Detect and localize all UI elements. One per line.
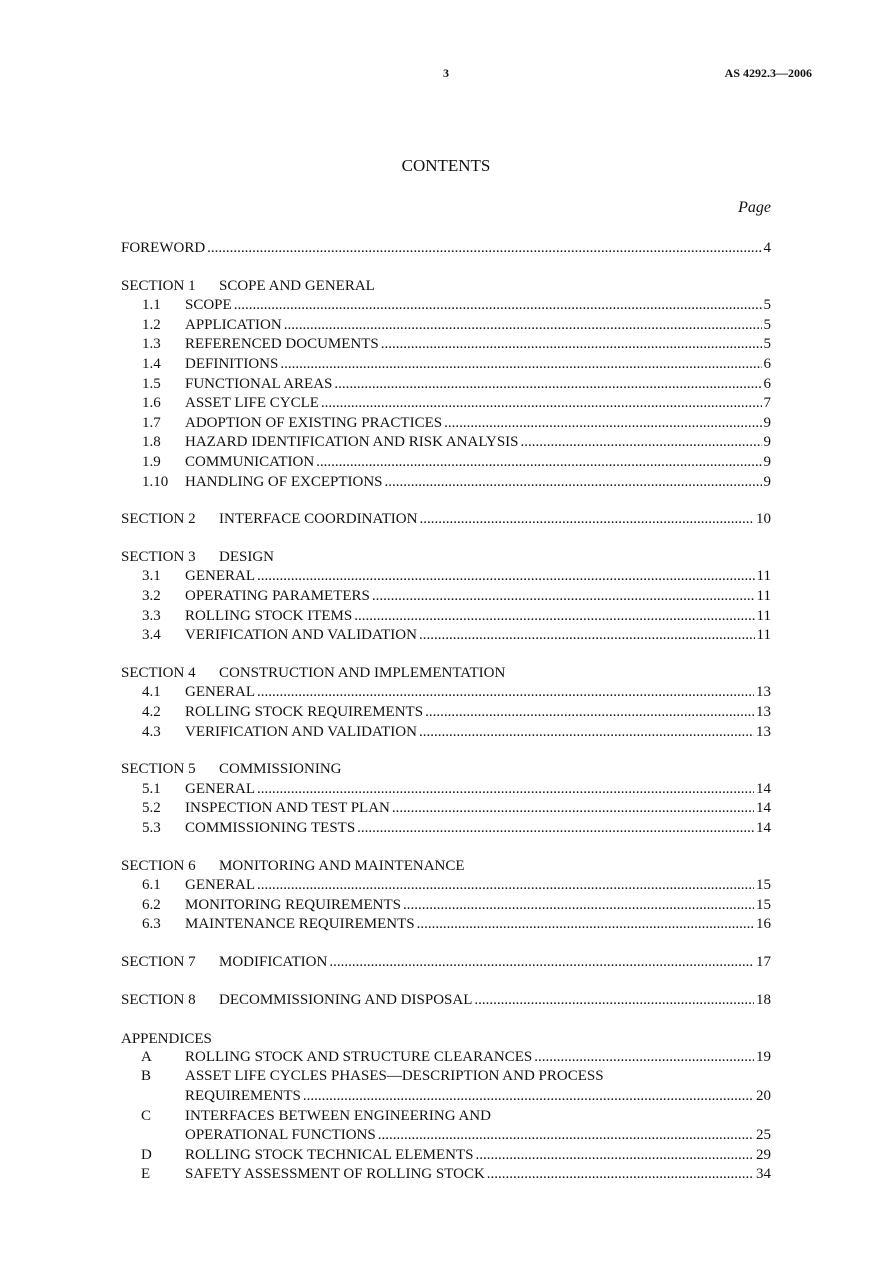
entry-number: 6.2 <box>142 896 161 913</box>
dot-leader <box>257 779 754 799</box>
toc-entry <box>121 393 771 413</box>
dot-leader <box>303 1086 754 1106</box>
section-number: SECTION 2 <box>121 511 196 528</box>
entry-label: VERIFICATION AND VALIDATION <box>185 627 417 644</box>
section-title: CONSTRUCTION AND IMPLEMENTATION <box>219 664 506 681</box>
toc-appendix <box>121 1125 771 1145</box>
entry-label: GENERAL <box>185 780 255 797</box>
toc-entry <box>121 452 771 472</box>
entry-label: ROLLING STOCK REQUIREMENTS <box>185 704 424 720</box>
entry-page: 11 <box>756 607 771 624</box>
page-column-label: Page <box>738 199 771 216</box>
appendices-heading: APPENDICES <box>121 1031 212 1048</box>
dot-leader <box>417 914 754 934</box>
toc-entry <box>121 722 771 742</box>
entry-number: 1.9 <box>142 454 161 470</box>
entry-number: 3.2 <box>142 588 161 604</box>
dot-leader <box>381 334 762 354</box>
entry-label: ROLLING STOCK ITEMS <box>185 607 353 624</box>
dot-leader <box>385 472 762 492</box>
toc-entry <box>121 472 771 492</box>
entry-label: OPERATIONAL FUNCTIONS <box>185 1127 376 1144</box>
page-title: CONTENTS <box>401 156 491 175</box>
entry-label: REQUIREMENTS <box>185 1088 301 1104</box>
entry-number: 5.1 <box>142 780 161 797</box>
entry-page: 9 <box>763 473 771 490</box>
entry-page: 10 <box>756 511 771 528</box>
entry-page: 11 <box>756 588 771 604</box>
toc-appendix <box>121 1106 771 1126</box>
toc-appendix <box>121 1145 771 1165</box>
dot-leader <box>354 606 754 626</box>
toc-entry <box>121 875 771 895</box>
entry-page: 9 <box>763 434 771 451</box>
entry-page: 29 <box>756 1146 771 1163</box>
toc-section <box>121 990 771 1010</box>
entry-label: ASSET LIFE CYCLE <box>185 395 319 412</box>
toc-section <box>121 759 771 779</box>
section-number: SECTION 5 <box>121 761 196 778</box>
entry-label: SAFETY ASSESSMENT OF ROLLING STOCK <box>185 1166 485 1183</box>
entry-page: 14 <box>756 820 771 836</box>
section-number: SECTION 4 <box>121 664 196 681</box>
toc-entry <box>121 295 771 315</box>
dot-leader <box>284 315 762 335</box>
entry-label: GENERAL <box>185 877 255 894</box>
entry-label: FOREWORD <box>121 240 206 256</box>
entry-number: 1.8 <box>142 434 161 451</box>
entry-page: 11 <box>756 568 771 585</box>
section-title: MONITORING AND MAINTENANCE <box>219 857 465 874</box>
entry-label: ROLLING STOCK TECHNICAL ELEMENTS <box>185 1146 474 1163</box>
entry-label: INTERFACES BETWEEN ENGINEERING AND <box>185 1107 491 1124</box>
entry-number: 1.3 <box>142 336 161 353</box>
page-number: 3 <box>443 66 449 80</box>
dot-leader <box>280 354 761 374</box>
entry-page: 15 <box>756 877 771 894</box>
entry-page: 5 <box>763 316 771 333</box>
entry-label: SCOPE <box>185 297 232 314</box>
toc-entry <box>121 625 771 645</box>
dot-leader <box>257 566 755 586</box>
dot-leader <box>357 818 754 838</box>
entry-page: 7 <box>763 395 771 412</box>
entry-page: 11 <box>756 627 771 644</box>
dot-leader <box>419 509 754 529</box>
entry-page: 20 <box>756 1088 771 1104</box>
dot-leader <box>316 452 761 472</box>
entry-number: 6.3 <box>142 916 161 933</box>
toc-entry <box>121 354 771 374</box>
entry-label: INSPECTION AND TEST PLAN <box>185 800 390 817</box>
entry-label: OPERATING PARAMETERS <box>185 588 370 604</box>
entry-page: 14 <box>756 780 771 797</box>
entry-label: APPLICATION <box>185 316 282 333</box>
entry-number: 1.2 <box>142 316 161 333</box>
toc-section <box>121 663 771 683</box>
dot-leader <box>425 702 754 722</box>
dot-leader <box>475 1145 754 1165</box>
toc-appendix <box>121 1047 771 1067</box>
section-number: SECTION 7 <box>121 954 196 970</box>
dot-leader <box>234 295 762 315</box>
entry-number: 1.10 <box>142 473 169 490</box>
entry-number: 1.5 <box>142 375 161 392</box>
dot-leader <box>419 722 754 742</box>
entry-number: D <box>141 1146 152 1163</box>
entry-number: E <box>141 1166 151 1183</box>
entry-label: GENERAL <box>185 568 255 585</box>
entry-label: MAINTENANCE REQUIREMENTS <box>185 916 415 933</box>
entry-page: 9 <box>763 414 771 431</box>
dot-leader <box>207 238 761 258</box>
entry-page: 15 <box>756 896 771 913</box>
entry-number: 6.1 <box>142 877 161 894</box>
entry-number: C <box>141 1107 152 1124</box>
entry-number: 1.7 <box>142 414 161 431</box>
entry-page: 6 <box>763 375 771 392</box>
section-title: DECOMMISSIONING AND DISPOSAL <box>219 991 473 1008</box>
entry-number: B <box>141 1068 152 1085</box>
entry-page: 25 <box>756 1127 771 1144</box>
toc-entry <box>121 818 771 838</box>
entry-page: 16 <box>756 916 771 933</box>
dot-leader <box>487 1164 754 1184</box>
toc-entry <box>121 606 771 626</box>
entry-page: 13 <box>756 704 771 720</box>
entry-label: HAZARD IDENTIFICATION AND RISK ANALYSIS <box>185 434 519 451</box>
toc-section <box>121 276 771 296</box>
entry-label: ADOPTION OF EXISTING PRACTICES <box>185 414 443 431</box>
section-title: SCOPE AND GENERAL <box>219 277 375 294</box>
entry-number: 3.1 <box>142 568 161 585</box>
toc-entry <box>121 566 771 586</box>
dot-leader <box>257 875 754 895</box>
toc-entry <box>121 315 771 335</box>
entry-label: COMMUNICATION <box>185 454 315 470</box>
dot-leader <box>378 1125 754 1145</box>
standard-identifier: AS 4292.3—2006 <box>724 66 812 80</box>
entry-page: 19 <box>756 1048 771 1065</box>
entry-label: HANDLING OF EXCEPTIONS <box>185 473 383 490</box>
dot-leader <box>444 413 761 433</box>
entry-label: DEFINITIONS <box>185 356 279 372</box>
dot-leader <box>534 1047 754 1067</box>
entry-page: 17 <box>756 954 771 970</box>
entry-page: 5 <box>763 297 771 314</box>
entry-page: 34 <box>756 1166 771 1183</box>
section-title: COMMISSIONING <box>219 761 342 778</box>
toc-section <box>121 952 771 972</box>
entry-label: VERIFICATION AND VALIDATION <box>185 723 417 740</box>
toc-section <box>121 547 771 567</box>
section-number: SECTION 1 <box>121 277 196 294</box>
toc-entry <box>121 374 771 394</box>
toc-appendix <box>121 1164 771 1184</box>
entry-number: 1.6 <box>142 395 161 412</box>
entry-label: ASSET LIFE CYCLES PHASES—DESCRIPTION AND PROCESS <box>185 1068 604 1085</box>
entry-page: 9 <box>763 454 771 470</box>
entry-label: REFERENCED DOCUMENTS <box>185 336 379 353</box>
section-number: SECTION 3 <box>121 548 196 565</box>
toc-entry <box>121 334 771 354</box>
entry-label: COMMISSIONING TESTS <box>185 820 356 836</box>
entry-number: 4.2 <box>142 704 161 720</box>
toc-entry <box>121 895 771 915</box>
entry-number: 1.1 <box>142 297 161 314</box>
toc-entry <box>121 413 771 433</box>
toc-appendix <box>121 1086 771 1106</box>
entry-label: FUNCTIONAL AREAS <box>185 375 333 392</box>
entry-label: ROLLING STOCK AND STRUCTURE CLEARANCES <box>185 1048 533 1065</box>
entry-number: 4.3 <box>142 723 161 740</box>
toc-appendix <box>121 1066 771 1086</box>
section-title: DESIGN <box>219 548 274 565</box>
entry-page: 14 <box>756 800 771 817</box>
entry-label: GENERAL <box>185 684 255 701</box>
entry-page: 13 <box>756 684 771 701</box>
entry-page: 6 <box>763 356 771 372</box>
entry-number: 3.4 <box>142 627 161 644</box>
toc-entry <box>121 779 771 799</box>
toc-entry <box>121 798 771 818</box>
dot-leader <box>403 895 754 915</box>
dot-leader <box>372 586 755 606</box>
entry-number: A <box>141 1048 152 1065</box>
entry-page: 4 <box>763 240 771 256</box>
entry-number: 4.1 <box>142 684 161 701</box>
section-title: MODIFICATION <box>219 954 328 970</box>
toc-foreword <box>121 238 771 258</box>
dot-leader <box>419 625 755 645</box>
entry-number: 5.2 <box>142 800 161 817</box>
dot-leader <box>521 432 762 452</box>
dot-leader <box>257 682 754 702</box>
entry-number: 1.4 <box>142 356 161 372</box>
toc-entry <box>121 702 771 722</box>
entry-number: 5.3 <box>142 820 161 836</box>
toc-entry <box>121 432 771 452</box>
entry-page: 13 <box>756 723 771 740</box>
section-title: INTERFACE COORDINATION <box>219 511 418 528</box>
toc-section <box>121 856 771 876</box>
entry-number: 3.3 <box>142 607 161 624</box>
dot-leader <box>334 374 761 394</box>
dot-leader <box>474 990 754 1010</box>
toc-entry <box>121 682 771 702</box>
toc-section <box>121 509 771 529</box>
dot-leader <box>392 798 754 818</box>
dot-leader <box>329 952 754 972</box>
section-number: SECTION 8 <box>121 991 196 1008</box>
toc-entry <box>121 586 771 606</box>
toc-entry <box>121 914 771 934</box>
entry-page: 18 <box>756 991 771 1008</box>
dot-leader <box>321 393 762 413</box>
entry-label: MONITORING REQUIREMENTS <box>185 896 401 913</box>
section-number: SECTION 6 <box>121 857 196 874</box>
entry-page: 5 <box>763 336 771 353</box>
